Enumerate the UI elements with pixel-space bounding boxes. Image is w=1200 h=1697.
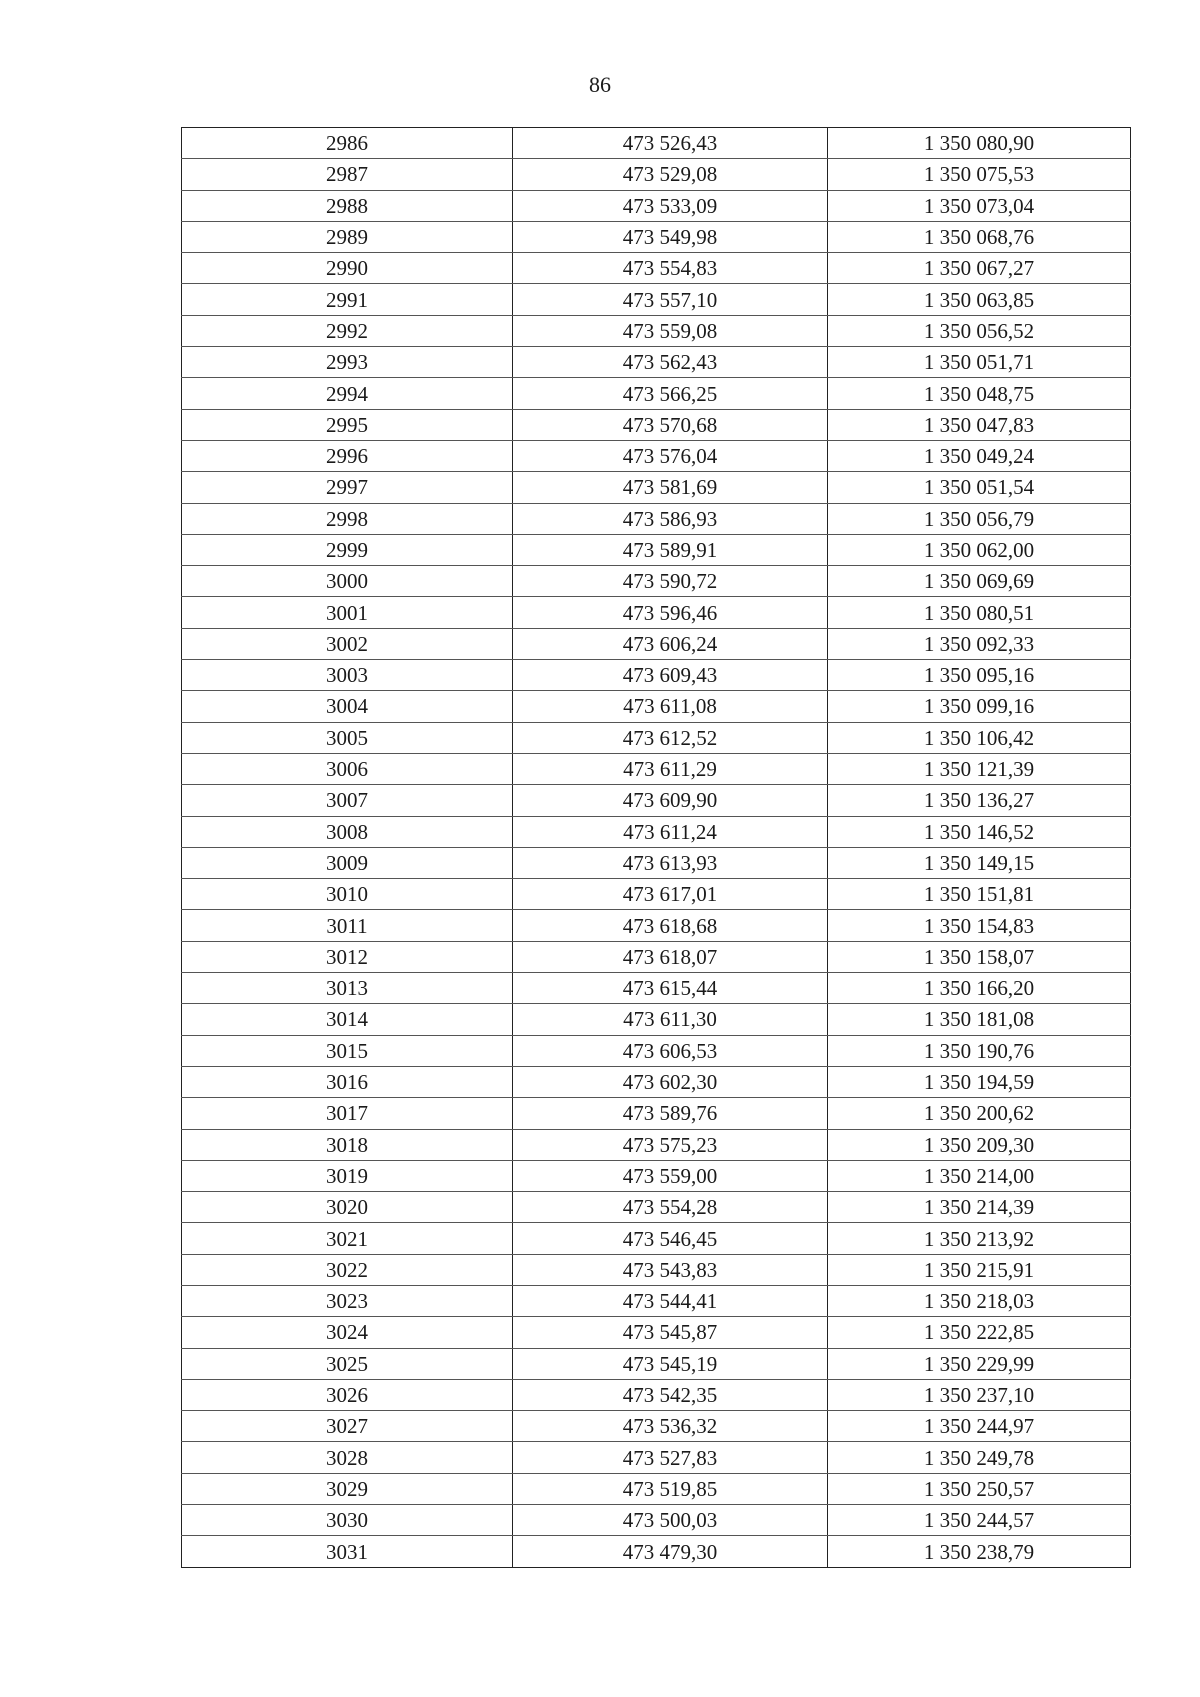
table-row [182, 597, 1131, 628]
x-coordinate-cell: 473 559,00 [513, 1160, 828, 1191]
y-coordinate-cell: 1 350 146,52 [828, 816, 1131, 847]
x-coordinate-cell: 473 611,24 [513, 816, 828, 847]
x-coordinate-cell: 473 549,98 [513, 221, 828, 252]
x-coordinate-cell: 473 529,08 [513, 159, 828, 190]
point-number-cell: 3030 [182, 1505, 513, 1536]
table-row [182, 1379, 1131, 1410]
y-coordinate-cell: 1 350 080,51 [828, 597, 1131, 628]
point-number-cell: 3003 [182, 660, 513, 691]
point-number-cell: 3004 [182, 691, 513, 722]
y-coordinate-cell: 1 350 244,57 [828, 1505, 1131, 1536]
table-row [182, 628, 1131, 659]
x-coordinate-cell: 473 526,43 [513, 128, 828, 159]
table-row [182, 284, 1131, 315]
y-coordinate-cell: 1 350 075,53 [828, 159, 1131, 190]
y-coordinate-cell: 1 350 218,03 [828, 1285, 1131, 1316]
point-number-cell: 2987 [182, 159, 513, 190]
y-coordinate-cell: 1 350 200,62 [828, 1098, 1131, 1129]
table-row [182, 1411, 1131, 1442]
y-coordinate-cell: 1 350 194,59 [828, 1066, 1131, 1097]
x-coordinate-cell: 473 536,32 [513, 1411, 828, 1442]
point-number-cell: 2991 [182, 284, 513, 315]
y-coordinate-cell: 1 350 121,39 [828, 753, 1131, 784]
table-row [182, 1505, 1131, 1536]
y-coordinate-cell: 1 350 222,85 [828, 1317, 1131, 1348]
table-row [182, 1160, 1131, 1191]
point-number-cell: 2989 [182, 221, 513, 252]
table-row [182, 1348, 1131, 1379]
coordinates-table-body [182, 128, 1131, 1568]
y-coordinate-cell: 1 350 068,76 [828, 221, 1131, 252]
x-coordinate-cell: 473 590,72 [513, 566, 828, 597]
y-coordinate-cell: 1 350 136,27 [828, 785, 1131, 816]
point-number-cell: 2995 [182, 409, 513, 440]
table-row [182, 534, 1131, 565]
x-coordinate-cell: 473 527,83 [513, 1442, 828, 1473]
y-coordinate-cell: 1 350 069,69 [828, 566, 1131, 597]
point-number-cell: 3013 [182, 973, 513, 1004]
table-row [182, 221, 1131, 252]
y-coordinate-cell: 1 350 149,15 [828, 847, 1131, 878]
point-number-cell: 2986 [182, 128, 513, 159]
x-coordinate-cell: 473 562,43 [513, 347, 828, 378]
y-coordinate-cell: 1 350 249,78 [828, 1442, 1131, 1473]
table-row [182, 1536, 1131, 1567]
x-coordinate-cell: 473 542,35 [513, 1379, 828, 1410]
table-row [182, 409, 1131, 440]
point-number-cell: 2988 [182, 190, 513, 221]
point-number-cell: 3000 [182, 566, 513, 597]
y-coordinate-cell: 1 350 209,30 [828, 1129, 1131, 1160]
point-number-cell: 3027 [182, 1411, 513, 1442]
point-number-cell: 3023 [182, 1285, 513, 1316]
x-coordinate-cell: 473 570,68 [513, 409, 828, 440]
table-row [182, 1004, 1131, 1035]
table-row [182, 128, 1131, 159]
point-number-cell: 3021 [182, 1223, 513, 1254]
point-number-cell: 2997 [182, 472, 513, 503]
y-coordinate-cell: 1 350 056,79 [828, 503, 1131, 534]
x-coordinate-cell: 473 611,30 [513, 1004, 828, 1035]
x-coordinate-cell: 473 618,68 [513, 910, 828, 941]
table-row [182, 1129, 1131, 1160]
table-row [182, 941, 1131, 972]
point-number-cell: 3005 [182, 722, 513, 753]
x-coordinate-cell: 473 544,41 [513, 1285, 828, 1316]
table-row [182, 1098, 1131, 1129]
x-coordinate-cell: 473 543,83 [513, 1254, 828, 1285]
table-row [182, 879, 1131, 910]
table-row [182, 1254, 1131, 1285]
x-coordinate-cell: 473 613,93 [513, 847, 828, 878]
point-number-cell: 3012 [182, 941, 513, 972]
x-coordinate-cell: 473 612,52 [513, 722, 828, 753]
x-coordinate-cell: 473 554,83 [513, 253, 828, 284]
table-row [182, 1473, 1131, 1504]
table-row [182, 691, 1131, 722]
y-coordinate-cell: 1 350 073,04 [828, 190, 1131, 221]
y-coordinate-cell: 1 350 215,91 [828, 1254, 1131, 1285]
x-coordinate-cell: 473 554,28 [513, 1192, 828, 1223]
point-number-cell: 3009 [182, 847, 513, 878]
x-coordinate-cell: 473 606,53 [513, 1035, 828, 1066]
point-number-cell: 3007 [182, 785, 513, 816]
table-row [182, 910, 1131, 941]
y-coordinate-cell: 1 350 049,24 [828, 440, 1131, 471]
table-row [182, 973, 1131, 1004]
y-coordinate-cell: 1 350 214,00 [828, 1160, 1131, 1191]
y-coordinate-cell: 1 350 056,52 [828, 315, 1131, 346]
point-number-cell: 3025 [182, 1348, 513, 1379]
x-coordinate-cell: 473 615,44 [513, 973, 828, 1004]
y-coordinate-cell: 1 350 154,83 [828, 910, 1131, 941]
point-number-cell: 3016 [182, 1066, 513, 1097]
x-coordinate-cell: 473 611,08 [513, 691, 828, 722]
x-coordinate-cell: 473 606,24 [513, 628, 828, 659]
table-row [182, 347, 1131, 378]
y-coordinate-cell: 1 350 158,07 [828, 941, 1131, 972]
point-number-cell: 3008 [182, 816, 513, 847]
y-coordinate-cell: 1 350 051,71 [828, 347, 1131, 378]
x-coordinate-cell: 473 557,10 [513, 284, 828, 315]
x-coordinate-cell: 473 589,76 [513, 1098, 828, 1129]
point-number-cell: 2990 [182, 253, 513, 284]
table-row [182, 1442, 1131, 1473]
y-coordinate-cell: 1 350 092,33 [828, 628, 1131, 659]
y-coordinate-cell: 1 350 213,92 [828, 1223, 1131, 1254]
x-coordinate-cell: 473 545,87 [513, 1317, 828, 1348]
y-coordinate-cell: 1 350 067,27 [828, 253, 1131, 284]
x-coordinate-cell: 473 581,69 [513, 472, 828, 503]
point-number-cell: 3017 [182, 1098, 513, 1129]
table-row [182, 503, 1131, 534]
point-number-cell: 3019 [182, 1160, 513, 1191]
table-row [182, 566, 1131, 597]
y-coordinate-cell: 1 350 063,85 [828, 284, 1131, 315]
table-row [182, 472, 1131, 503]
y-coordinate-cell: 1 350 166,20 [828, 973, 1131, 1004]
table-row [182, 847, 1131, 878]
point-number-cell: 3006 [182, 753, 513, 784]
x-coordinate-cell: 473 611,29 [513, 753, 828, 784]
y-coordinate-cell: 1 350 095,16 [828, 660, 1131, 691]
table-row [182, 190, 1131, 221]
x-coordinate-cell: 473 602,30 [513, 1066, 828, 1097]
point-number-cell: 3018 [182, 1129, 513, 1160]
point-number-cell: 3010 [182, 879, 513, 910]
x-coordinate-cell: 473 586,93 [513, 503, 828, 534]
table-row [182, 315, 1131, 346]
y-coordinate-cell: 1 350 229,99 [828, 1348, 1131, 1379]
point-number-cell: 2998 [182, 503, 513, 534]
table-row [182, 660, 1131, 691]
x-coordinate-cell: 473 479,30 [513, 1536, 828, 1567]
point-number-cell: 3014 [182, 1004, 513, 1035]
table-row [182, 722, 1131, 753]
x-coordinate-cell: 473 575,23 [513, 1129, 828, 1160]
x-coordinate-cell: 473 617,01 [513, 879, 828, 910]
y-coordinate-cell: 1 350 062,00 [828, 534, 1131, 565]
table-row [182, 159, 1131, 190]
point-number-cell: 3015 [182, 1035, 513, 1066]
y-coordinate-cell: 1 350 181,08 [828, 1004, 1131, 1035]
y-coordinate-cell: 1 350 151,81 [828, 879, 1131, 910]
y-coordinate-cell: 1 350 051,54 [828, 472, 1131, 503]
y-coordinate-cell: 1 350 099,16 [828, 691, 1131, 722]
y-coordinate-cell: 1 350 047,83 [828, 409, 1131, 440]
x-coordinate-cell: 473 618,07 [513, 941, 828, 972]
x-coordinate-cell: 473 609,90 [513, 785, 828, 816]
table-row [182, 1066, 1131, 1097]
point-number-cell: 3011 [182, 910, 513, 941]
page-number: 86 [589, 72, 611, 97]
x-coordinate-cell: 473 576,04 [513, 440, 828, 471]
y-coordinate-cell: 1 350 048,75 [828, 378, 1131, 409]
point-number-cell: 3002 [182, 628, 513, 659]
x-coordinate-cell: 473 589,91 [513, 534, 828, 565]
x-coordinate-cell: 473 596,46 [513, 597, 828, 628]
point-number-cell: 2996 [182, 440, 513, 471]
coordinates-table [181, 127, 1131, 1568]
point-number-cell: 2999 [182, 534, 513, 565]
point-number-cell: 3024 [182, 1317, 513, 1348]
table-row [182, 440, 1131, 471]
point-number-cell: 3022 [182, 1254, 513, 1285]
point-number-cell: 3028 [182, 1442, 513, 1473]
table-row [182, 1223, 1131, 1254]
table-row [182, 785, 1131, 816]
x-coordinate-cell: 473 500,03 [513, 1505, 828, 1536]
y-coordinate-cell: 1 350 250,57 [828, 1473, 1131, 1504]
y-coordinate-cell: 1 350 244,97 [828, 1411, 1131, 1442]
point-number-cell: 3031 [182, 1536, 513, 1567]
point-number-cell: 2992 [182, 315, 513, 346]
y-coordinate-cell: 1 350 106,42 [828, 722, 1131, 753]
y-coordinate-cell: 1 350 080,90 [828, 128, 1131, 159]
table-row [182, 253, 1131, 284]
y-coordinate-cell: 1 350 214,39 [828, 1192, 1131, 1223]
table-row [182, 1035, 1131, 1066]
x-coordinate-cell: 473 545,19 [513, 1348, 828, 1379]
table-row [182, 816, 1131, 847]
y-coordinate-cell: 1 350 190,76 [828, 1035, 1131, 1066]
point-number-cell: 2994 [182, 378, 513, 409]
x-coordinate-cell: 473 566,25 [513, 378, 828, 409]
x-coordinate-cell: 473 519,85 [513, 1473, 828, 1504]
x-coordinate-cell: 473 533,09 [513, 190, 828, 221]
x-coordinate-cell: 473 546,45 [513, 1223, 828, 1254]
y-coordinate-cell: 1 350 238,79 [828, 1536, 1131, 1567]
table-row [182, 1192, 1131, 1223]
x-coordinate-cell: 473 559,08 [513, 315, 828, 346]
point-number-cell: 2993 [182, 347, 513, 378]
table-row [182, 1317, 1131, 1348]
table-row [182, 1285, 1131, 1316]
table-row [182, 378, 1131, 409]
point-number-cell: 3026 [182, 1379, 513, 1410]
x-coordinate-cell: 473 609,43 [513, 660, 828, 691]
point-number-cell: 3029 [182, 1473, 513, 1504]
table-row [182, 753, 1131, 784]
point-number-cell: 3001 [182, 597, 513, 628]
point-number-cell: 3020 [182, 1192, 513, 1223]
y-coordinate-cell: 1 350 237,10 [828, 1379, 1131, 1410]
